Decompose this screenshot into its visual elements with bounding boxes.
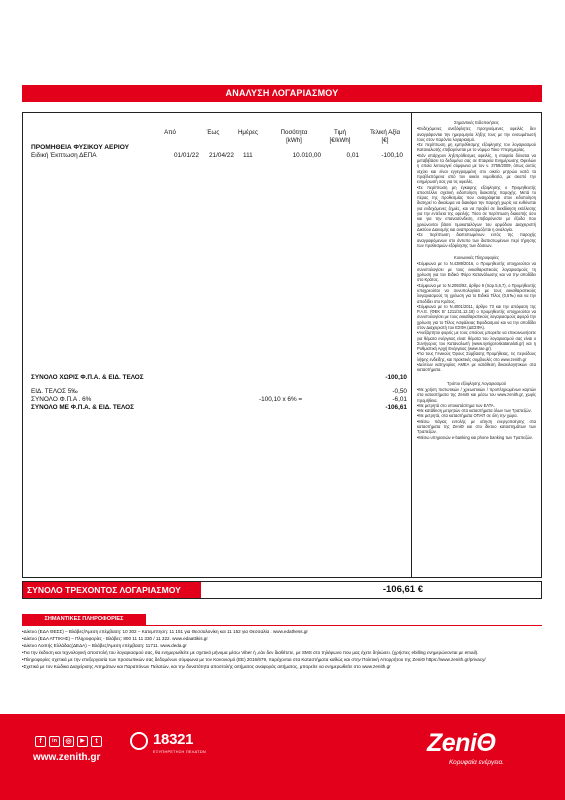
subtotal-label: ΣΥΝΟΛΟ ΧΩΡΙΣ Φ.Π.Α. & ΕΙΔ. ΤΕΛΟΣ xyxy=(31,374,144,381)
line-item-total: -100,10 xyxy=(381,152,403,159)
linkedin-icon[interactable]: in xyxy=(49,736,60,747)
customer-service-phone: 18321 xyxy=(153,731,194,748)
info-line: •Σχετικά με τον Κώδικα Διαχείρισης Αιτημάτων και Παραπόνων Πελατών, και την δυνατότητα αποστολής αιτήματος αναφοράς αιτήματος, μπορείτε να ενημερωθείτε στο www.zenith.gr xyxy=(22,664,391,669)
note-item: •Σε περίπτωση μη έγκαιρης εξόφλησης ο Προμηθευτής αποστέλλει σχετική ειδοποίηση διακοπής παροχής. Μετά το πέρας της προθεσμίας που αναγράφεται στον ειδοποίηση διατηρεί το δικαίωμα να διακόψει την παροχή χωρίς να ευθύνεται για ενδεχόμενες ζημιές, και να προβεί σε διεκδίκηση εκτέλεσης για την εντέλεια της οφειλής. Τόσο σε περίπτωση διακοπής όσο και για την επανασύνδεση, επιβαρύνεστε με έξοδα που χρεώνονται βάσει τιμοκαταλόγων του αρμόδιου Διαχειριστή Δικτύου Διανομής και αναπροσαρμόζεται η αναλογία. xyxy=(417,184,536,232)
customer-service-label: ΕΞΥΠΗΡΕΤΗΣΗ ΠΕΛΑΤΩΝ xyxy=(153,750,206,754)
special-tax-value: -0,50 xyxy=(392,388,407,395)
note-item: •Δελτίων κατηγορίας ΑΜΕΑ με κατάθεση δικαιολογητικών στα καταστήματα. xyxy=(417,362,536,373)
grand-total-label: ΣΥΝΟΛΟ ΜΕ Φ.Π.Α. & ΕΙΔ. ΤΕΛΟΣ xyxy=(31,404,134,411)
grand-total-value: -106,61 xyxy=(385,404,407,411)
col-header-price: Τιμή [€/kWh] xyxy=(329,129,351,144)
section-heading-gas-supply: ΠΡΟΜΗΘΕΙΑ ΦΥΣΙΚΟΥ ΑΕΡΙΟΥ xyxy=(31,144,130,151)
note-item: •Για τους Γενικούς Όρους Σύμβασης Προμήθειας, τις περιόδους λήψης ενδείξης, και πρακτικές συμβουλές στο www.zenith.gr xyxy=(417,351,536,362)
note-item: •Σε περίπτωση διαπιστωμένων εντός της παροχής αναγραφόμενων στο άντυπο των διαπιστωμένων περί τήρησης των προθεσμιών εξόφλησης των δόσεων. xyxy=(417,232,536,248)
notes-heading-social: Κοινωνικές Πληροφορίες xyxy=(454,255,499,261)
col-header-total: Τελική Αξία [€] xyxy=(369,129,401,144)
note-item: •Εάν υπάρχουν ληξιπρόθεσμες οφειλές, η εταιρεία δύναται να μεταβιβάσει τα δεδομένα σας σε Εταιρεία Ενημέρωσης Οφειλών η οποία λειτουργεί σύμφωνα με τον ν. 3758/2009, όπως αυτός ισχύει και είναι εγγεγραμμένη στο οικείο μητρώο κατά τα προβλεπόμενα από τον οικείο νομοθεσία, με σκοπό την ενημέρωσή σας για τις οφειλές. xyxy=(417,152,536,185)
note-item: •Σε περίπτωση μη εμπρόθεσμης εξόφλησης του λογαριασμού Καταναλωτής επιβαρύνεται με το νόμιμο Τόκο Υπερημερίας. xyxy=(417,142,536,153)
twitter-icon[interactable]: t xyxy=(91,736,102,747)
notes-panel xyxy=(412,112,542,578)
note-item: •Με μετρητά, στα καταστήματα ΟΠΑΠ σε όλη την χώρα. xyxy=(417,413,518,419)
line-item-quantity: 10.010,00 xyxy=(292,152,321,159)
line-item-to: 21/04/22 xyxy=(209,152,234,159)
note-item: •Με κατάθεση μετρητών στα καταστήματα όλων των Τραπεζών. xyxy=(417,408,532,414)
col-header-to: Έως xyxy=(206,129,220,136)
vat-label: ΣΥΝΟΛΟ Φ.Π.Α . 6% xyxy=(31,396,92,403)
line-item-from: 01/01/22 xyxy=(174,152,199,159)
note-item: •Μέσω πάγιας εντολής με αίτηση ενεργοποίησης στα καταστήματα της ZeniΘ και στο δίκτυο καταστημάτων των Τραπεζών. xyxy=(417,418,536,435)
note-item: •Σύμφωνα με το Ν.4389/2016, ο Προμηθευτής υποχρεούται να συνυπολογίσει με τους εκκαθαριστικούς λογαριασμούς τη χρέωση για τον Ειδικό Φόρο Κατανάλωσης και να την αποδίδει στο Κράτος. xyxy=(417,261,536,283)
important-info-tab: ΣΗΜΑΝΤΙΚΕΣ ΠΛΗΡΟΦΟΡΙΕΣ xyxy=(22,614,146,625)
note-item: •Ανεξάρτητοι φορείς με τους οποίους μπορείτε να επικοινωνήσετε για θέματα ενέργειας είναι: θέματα του λογαριασμού σας είναι ο Συνήγορος του Καταναλωτή (www.synigoroskatanaloti.gr) και η Ρυθμιστική Αρχή Ενέργειας (www.rae.gr). xyxy=(417,330,536,352)
col-header-from: Από xyxy=(164,129,176,136)
note-item: •Σύμφωνα με το Ν.4001/2011, άρθρο 73 και την απόφαση της Ρ.Α.Ε. (ΦΕΚ Β' 1211/31.12.18) ο προμηθευτής υποχρεούται να συνυπολογίσει με τους εκκαθαριστικούς λογαριασμούς αφορά την χρέωση για το Τέλος Ασφάλειας Εφοδιασμού και να την αποδίδει στον Διαχειριστή του ΕΣΦΑ (ΔΕΣΦΑ). xyxy=(417,303,536,330)
note-item: •Μέσω υπηρεσιών e-banking και phone banking των Τραπεζών. xyxy=(417,434,533,440)
phone-icon xyxy=(130,732,148,750)
col-header-quantity: Ποσότητα [kWh] xyxy=(280,129,308,144)
line-item-days: 111 xyxy=(243,152,253,159)
important-info-list xyxy=(22,629,542,671)
info-line: •Δίκτυο (ΕΔΑ ΑΤΤΙΚΗΣ) – Πληροφορίες - Βλάβες: 800 11 11 330 / 11 322. www.edaattikis.gr xyxy=(22,636,208,641)
page-title: ΑΝΑΛΥΣΗ ΛΟΓΑΡΙΑΣΜΟΥ xyxy=(22,85,542,102)
subtotal-value: -100,10 xyxy=(385,374,407,381)
special-tax-label: ΕΙΔ. ΤΕΛΟΣ 5‰ xyxy=(31,388,78,395)
current-bill-total-value: -106,61 € xyxy=(382,584,423,595)
facebook-icon[interactable]: f xyxy=(35,736,46,747)
current-bill-total-bar xyxy=(22,581,542,599)
line-item-label: Ειδική Έκπτωση ΔΕΠΑ xyxy=(31,152,97,159)
vat-calculation: -100,10 x 6% = xyxy=(259,396,303,403)
note-item: •Με χρήση πιστωτικών / χρεωστικών / προπληρωμένων καρτών στα καταστήματα της ZeniΘ και μέσω του www.zenith.gr, χωρίς προμήθεια. xyxy=(417,386,536,403)
info-line: •Για την έκδοση και τεχνολογική αποστολή του λογαριασμού σας, θα ενημερωθείτε με σχετικό μήνυμα μέσω Viber ή ,εάν δεν διαθέτετε, με SMS στο τηλέφωνο που μας έχετε δηλώσει. (χρήστες ebilling ενημερώνονται με email). xyxy=(22,650,479,655)
notes-heading-payment: Τρόποι εξόφλησης Λογαριασμού xyxy=(447,380,506,386)
instagram-icon[interactable]: ◎ xyxy=(63,736,74,747)
note-item: •Ενδεχόμενες ανεξόφλητες προηγούμενες οφειλές δεν αναγράφονται την ημερομηνία λήξης τους με την ενσωμάτωσή τους στον παρόντα λογαριασμό. xyxy=(417,126,536,142)
zenith-logo: ZeniΘ xyxy=(427,729,496,757)
note-item: •Σύμφωνα με το Ν.2093/92, άρθρο 9 (παρ.5,6,7), ο Προμηθευτής υποχρεούται να συνυπολογίσει με τους εκκαθαριστικούς λογαριασμούς τη χρέωση για το Ειδικό Τέλος (0,5‰) και να την αποδίδει στο Κράτος. xyxy=(417,282,536,304)
col-header-days: Ημέρες xyxy=(237,129,259,136)
note-item: •Με μετρητά στο υποκατάστημα των ΕΛΤΑ. xyxy=(417,402,495,408)
info-line: •Πληροφορίες σχετικά με την επεξεργασία των προσωπικών σας δεδομένων σύμφωνα με τον Κανονισμό (ΕΕ) 2016/679, παρέχονται στα Καταστήματα καθώς και στην Πολιτική Απορρήτου της ZeniΘ https://www.zenith.gr/privacy/ xyxy=(22,657,486,662)
line-item-price: 0,01 xyxy=(346,152,359,159)
website-link[interactable]: www.zenith.gr xyxy=(33,752,101,763)
info-line: •Δίκτυο (ΕΔΑ ΘΕΣΣ) – Βλάβες/Άμεση επέμβαση: 10 302 – Κατεμπτηση: 11 151 για Θεσσαλονίκη και 11 152 για Θεσσαλία . www.edathess.gr xyxy=(22,629,308,634)
notes-heading-notices: Σημαντικές Ειδοποιήσεις xyxy=(454,120,499,125)
brand-slogan: Κορυφαία ενέργεια. xyxy=(449,759,504,766)
current-bill-total-label: ΣΥΝΟΛΟ ΤΡΕΧΟΝΤΟΣ ΛΟΓΑΡΙΑΣΜΟΥ xyxy=(23,582,201,598)
vat-value: -6,01 xyxy=(392,396,407,403)
bill-analysis-table xyxy=(22,112,412,578)
info-line: •Δίκτυο Λοιπής Ελλάδας(ΔΕΔΑ) – Βλάβες/Άμεση επέμβαση: 11711. www.deda.gr xyxy=(22,643,187,648)
important-info-divider xyxy=(22,625,542,626)
youtube-icon[interactable]: ▶ xyxy=(77,736,88,747)
